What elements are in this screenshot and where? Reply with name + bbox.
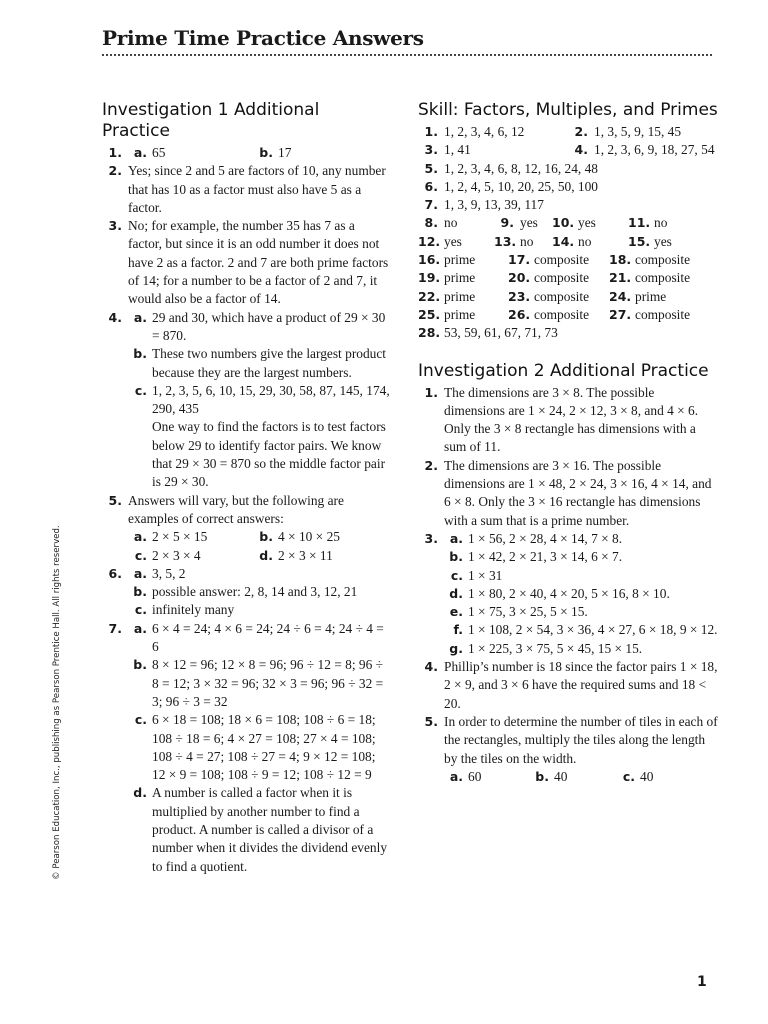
skill-row-1: 1. 1, 2, 3, 4, 6, 12 2. 1, 3, 5, 9, 15, 45	[424, 124, 682, 139]
inv1-answer-7: 7. a. 6 × 4 = 24; 4 × 6 = 24; 24 ÷ 6 = 4; 24 ÷ 4 = 6 b. 8 × 12 = 96; 12 × 8 = 96; 96 ÷ 12 = 8; 96 ÷ 8 = 12; 3 × 32 = 96; 32 × 3 = 96; 96 ÷ 32 = 3; 96 ÷ 3 = 32 c. 6 × 18 = 108; 18 × 6 = 108; 108 ÷ 6 = 18; 108 ÷ 18 = 6; 4 × 27 = 108; 27 × 4 = 108; 108 ÷ 4 = 27; 108 ÷ 27 = 4; 9 × 12 = 108; 12 × 9 = 108; 108 ÷ 9 = 12; 108 ÷ 12 = 9 d. A number is called a factor when it is multiplied by another number to find a product. A number is called a divisor of a number when it divides the dividend evenly to find a quotient.	[108, 620, 388, 874]
left-column	[102, 100, 392, 876]
skill-answer-28: 28. 53, 59, 61, 67, 71, 73	[418, 325, 558, 341]
investigation-2-heading: Investigation 2 Additional Practice	[418, 360, 709, 381]
inv2-answer-3: 3. a. 1 × 56, 2 × 28, 4 × 14, 7 × 8. b. 1 × 42, 2 × 21, 3 × 14, 6 × 7. c. 1 × 31 d. 1 × 80, 2 × 40, 4 × 20, 5 × 16, 8 × 10. e. 1 × 75, 3 × 25, 5 × 15. f. 1 × 108, 2 × 54, 3 × 36, 4 × 27, 6 × 18, 9 × 12. g. 1 × 225, 3 × 75, 5 × 45, 15 × 15.	[424, 530, 718, 656]
dotted-divider	[102, 54, 712, 56]
skill-answer-7: 7. 1, 3, 9, 13, 39, 117	[424, 197, 544, 213]
inv1-answer-4: 4. a. 29 and 30, which have a product of 29 × 30 = 870. b. These two numbers give the largest product because they are the largest numbers. c. 1, 2, 3, 5, 6, 10, 15, 29, 30, 58, 87, 145, 174, 290, 435 One way to find the factors is to test factors below 29 to identify factor pairs. We know that 29 × 30 = 870 so the middle factor pair is 29 × 30.	[108, 309, 390, 490]
skill-row-2: 3. 1, 41 4. 1, 2, 3, 6, 9, 18, 27, 54	[424, 142, 715, 158]
skill-prime-composite-grid: 16. prime 17. composite 18. composite 19. prime 20. composite 21. composite 22. prime 23. composite 24. prime 25. prime 26. composite 27. composite	[418, 252, 691, 322]
inv2-answer-1: 1. The dimensions are 3 × 8. The possible dimensions are 1 × 24, 2 × 12, 3 × 8, and 4 × 6. Only the 3 × 8 rectangle has dimensions with a sum of 11.	[424, 384, 699, 455]
investigation-1-heading: Investigation 1 Additional Practice	[102, 100, 320, 141]
right-column	[418, 100, 718, 786]
inv1-answer-3: 3. No; for example, the number 35 has 7 as a factor, but since it is an odd number it does not have 2 as a factor. 2 and 7 are both prime factors of 14; for a number to be a factor of 2 and 7, it would also be a factor of 14.	[108, 218, 389, 307]
inv2-answer-5: 5. In order to determine the number of tiles in each of the rectangles, multiply the tiles along the length by the tiles on the width. a. 60 b. 40 c. 40	[424, 713, 718, 784]
page-number: 1	[697, 974, 707, 990]
inv1-answer-5: 5. Answers will vary, but the following are examples of correct answers: a. 2 × 5 × 15 b. 4 × 10 × 25 c. 2 × 3 × 4 d. 2 × 3 × 11	[108, 492, 344, 563]
skill-heading: Skill: Factors, Multiples, and Primes	[418, 100, 718, 120]
inv2-answer-4: 4. Phillip’s number is 18 since the factor pairs 1 × 18, 2 × 9, and 3 × 6 have the required sums and 18 < 20.	[424, 659, 718, 711]
skill-yes-no-grid: 8. no 9. yes 10. yes 11. no 12. yes 13. no 14. no 15. yes	[418, 215, 672, 249]
skill-answer-6: 6. 1, 2, 4, 5, 10, 20, 25, 50, 100	[424, 178, 598, 194]
inv1-answer-6: 6. a. 3, 5, 2 b. possible answer: 2, 8, 14 and 3, 12, 21 c. infinitely many	[108, 565, 358, 618]
inv1-answer-2: 2. Yes; since 2 and 5 are factors of 10, any number that has 10 as a factor must also have 5 as a factor.	[108, 163, 386, 215]
inv1-answer-1: 1. a. 65 b. 17	[108, 145, 292, 160]
inv2-answer-2: 2. The dimensions are 3 × 16. The possible dimensions are 1 × 48, 2 × 24, 3 × 16, 4 × 14, and 6 × 8. Only the 3 × 16 rectangle has dimensions with a sum that is a prime number.	[424, 457, 712, 528]
copyright-notice: © Pearson Education, Inc., publishing as Pearson Prentice Hall. All rights reserved.	[52, 525, 62, 880]
page-title: Prime Time Practice Answers	[102, 26, 424, 50]
skill-answer-5: 5. 1, 2, 3, 4, 6, 8, 12, 16, 24, 48	[424, 160, 598, 176]
